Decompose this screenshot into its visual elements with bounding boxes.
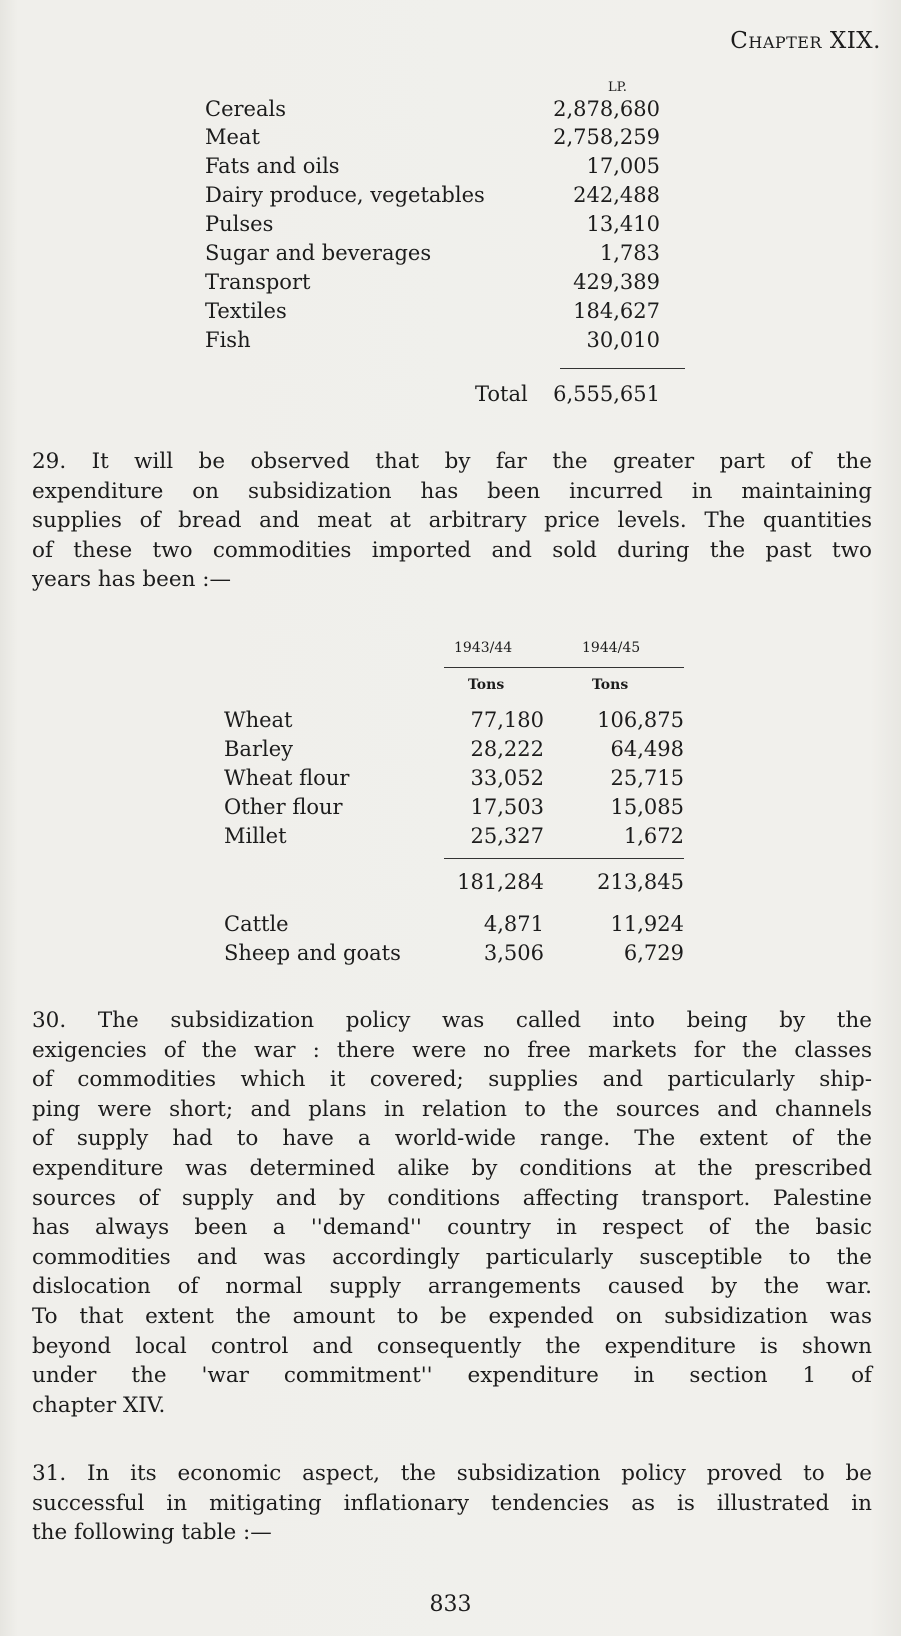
paragraph-line: 31. In its economic aspect, the subsidization policy proved to be [32,1461,872,1486]
paragraph-line: of these two commodities imported and sold during the past two [32,537,872,563]
page-number: 833 [429,1592,472,1617]
row-value: 17,005 [586,154,660,178]
row-label: Millet [224,824,287,848]
value-1943: 17,503 [470,795,544,819]
subtotal-1943: 181,284 [457,870,544,894]
col-header-1943: 1943/44 [454,640,513,656]
unit-tons-1: Tons [468,677,505,693]
table-row [205,125,660,153]
total-row [205,382,660,410]
table-row [224,912,684,940]
value-1944: 25,715 [610,766,684,790]
table-row [224,941,684,969]
row-label: Fats and oils [205,154,340,178]
table-row [205,97,660,125]
row-label: Textiles [205,299,287,323]
row-label: Other flour [224,795,343,819]
paragraph-line: expenditure was determined alike by conditions at the prescribed [32,1155,872,1181]
table-row [205,299,660,327]
paragraph-line: has always been a ''demand'' country in respect of the basic [32,1215,872,1241]
col-header-1944: 1944/45 [582,640,641,656]
paragraph-31 [32,1459,872,1548]
value-1943: 4,871 [483,912,544,936]
row-label: Dairy produce, vegetables [205,183,485,207]
table-row [205,154,660,182]
row-label: Barley [224,737,293,761]
value-1943: 3,506 [483,941,544,965]
row-value: 429,389 [573,270,660,294]
row-value: 1,783 [599,241,660,265]
row-value: 30,010 [586,328,660,352]
table-row [224,737,684,765]
value-1943: 25,327 [470,824,544,848]
paragraph-line: chapter XIV. [32,1392,166,1418]
table-row [205,183,660,211]
paragraph-line: 30. The subsidization policy was called into being by the [32,1008,872,1033]
table-row [205,212,660,240]
row-value: 13,410 [586,212,660,236]
row-label: Wheat [224,708,293,732]
paragraph-line: 29. It will be observed that by far the greater part of the [32,449,872,474]
table-row [205,241,660,269]
row-label: Fish [205,328,251,352]
paragraph-line: ping were short; and plans in relation to the sources and channels [32,1096,872,1122]
row-label: Transport [205,270,311,294]
row-label: Meat [205,125,260,149]
value-1943: 33,052 [470,766,544,790]
paragraph-line: sources of supply and by conditions affecting transport. Palestine [32,1185,872,1211]
paragraph-30 [32,1006,872,1420]
value-1944: 1,672 [623,824,684,848]
row-label: Sugar and beverages [205,241,432,265]
value-1944: 106,875 [597,708,684,732]
value-1944: 15,085 [610,795,684,819]
table-row [224,708,684,736]
table-row [224,766,684,794]
value-1943: 28,222 [470,737,544,761]
total-label: Total [475,382,528,406]
paragraph-line: dislocation of normal supply arrangements caused by the war. [32,1274,872,1300]
paragraph-line: expenditure on subsidization has been incurred in maintaining [32,478,872,504]
row-value: 184,627 [573,299,660,323]
chapter-heading: Chapter XIX. [730,28,881,54]
total-rule [560,368,685,369]
header-rule [444,667,684,668]
subtotal-row [224,870,684,898]
table-row [205,328,660,356]
table-row [224,795,684,823]
paragraph-line: commodities and was accordingly particularly susceptible to the [32,1244,872,1270]
table-row [205,270,660,298]
paragraph-line: years has been :— [32,567,232,593]
paragraph-line: exigencies of the war : there were no free markets for the classes [32,1037,872,1063]
row-label: Pulses [205,212,274,236]
row-label: Cereals [205,97,286,121]
paragraph-line: under the 'war commitment'' expenditure in section 1 of [32,1363,872,1389]
value-1944: 6,729 [623,941,684,965]
row-value: 2,758,259 [553,125,660,149]
row-label: Sheep and goats [224,941,401,965]
paragraph-line: the following table :— [32,1520,272,1546]
value-1944: 11,924 [610,912,684,936]
paragraph-line: beyond local control and consequently the expenditure is shown [32,1333,872,1359]
value-1944: 64,498 [610,737,684,761]
value-1943: 77,180 [470,708,544,732]
unit-tons-2: Tons [592,677,629,693]
table-row [224,824,684,852]
paragraph-line: of supply had to have a world-wide range. The extent of the [32,1126,872,1152]
paragraph-line: To that extent the amount to be expended on subsidization was [32,1303,872,1329]
row-value: 242,488 [573,183,660,207]
row-label: Wheat flour [224,766,350,790]
paragraph-line: of commodities which it covered; supplies and particularly ship- [32,1067,872,1093]
table1-unit: LP. [608,80,627,95]
paragraph-29 [32,447,872,595]
paragraph-line: successful in mitigating inflationary tendencies as is illustrated in [32,1490,872,1516]
total-value: 6,555,651 [553,382,660,406]
row-label: Cattle [224,912,289,936]
subtotal-1944: 213,845 [597,870,684,894]
subtotal-rule [444,858,684,859]
row-value: 2,878,680 [553,97,660,121]
paragraph-line: supplies of bread and meat at arbitrary price levels. The quantities [32,508,872,534]
